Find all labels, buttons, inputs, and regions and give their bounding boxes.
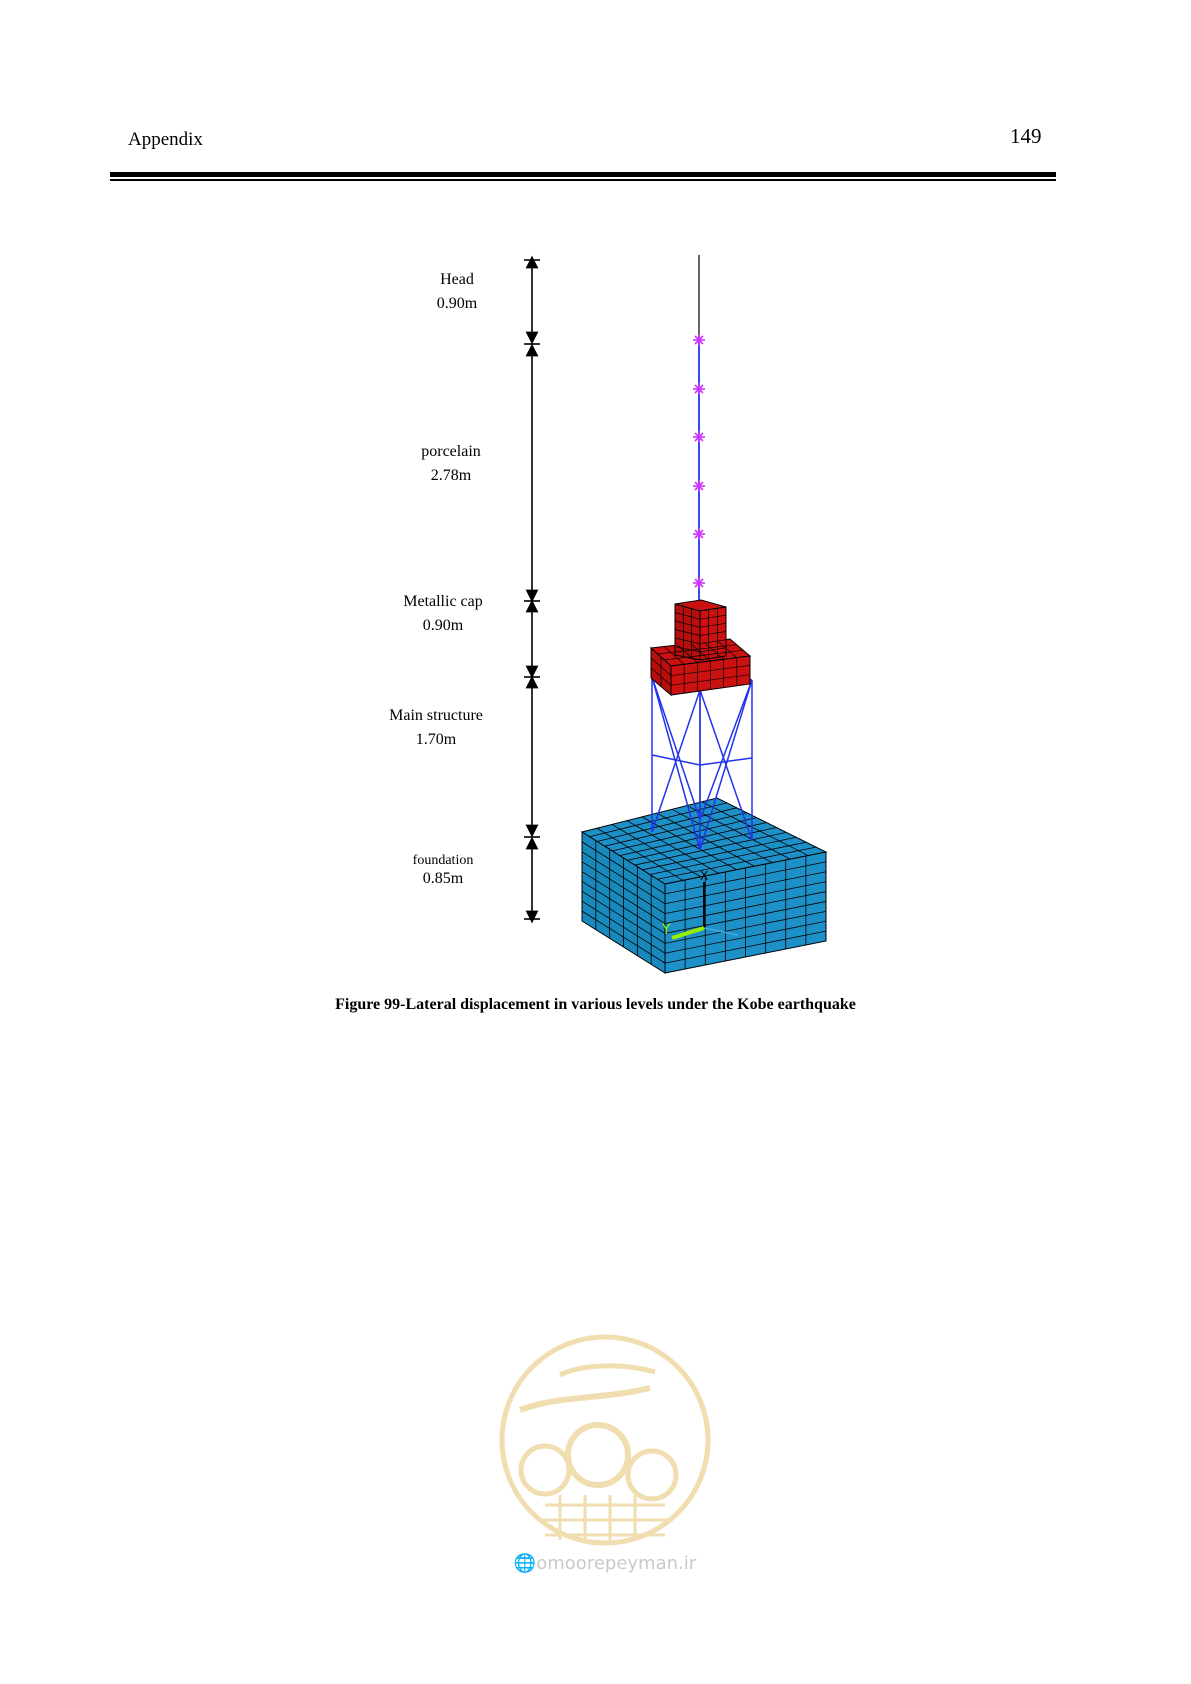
- level-name: Metallic cap: [403, 593, 483, 610]
- level-label-porcelain: [401, 440, 501, 488]
- level-value: 0.85m: [422, 870, 464, 887]
- level-name: porcelain: [421, 443, 481, 460]
- level-name: Main structure: [389, 707, 483, 724]
- figure-caption: Figure 99-Lateral displacement in various levels under the Kobe earthquake: [335, 996, 856, 1013]
- level-name: foundation: [412, 853, 474, 868]
- level-label-head: [407, 268, 507, 316]
- watermark-url-text: omoorepeyman.ir: [536, 1553, 697, 1574]
- node-marker: [693, 528, 705, 540]
- triad-x-label: X: [700, 869, 709, 883]
- node-marker: [693, 334, 705, 346]
- level-label-foundation: [393, 852, 493, 888]
- triad-y-label: Y: [662, 922, 671, 938]
- watermark-logo: [502, 1337, 708, 1543]
- node-marker: [693, 431, 705, 443]
- dimension-arrows: [524, 260, 540, 919]
- watermark-url: [500, 1553, 710, 1574]
- page-number: 149: [1010, 124, 1042, 148]
- level-label-main-structure: [366, 704, 506, 752]
- level-value: 1.70m: [415, 731, 457, 748]
- running-header-section: Appendix: [128, 129, 203, 150]
- level-label-metallic-cap: [378, 590, 508, 638]
- metallic-cap: [651, 600, 750, 695]
- level-value: 0.90m: [436, 295, 478, 312]
- level-name: Head: [440, 271, 474, 288]
- node-marker: [693, 383, 705, 395]
- level-value: 0.90m: [422, 617, 464, 634]
- node-marker: [693, 577, 705, 589]
- globe-icon: 🌐: [513, 1553, 537, 1574]
- level-value: 2.78m: [430, 467, 472, 484]
- node-marker: [693, 480, 705, 492]
